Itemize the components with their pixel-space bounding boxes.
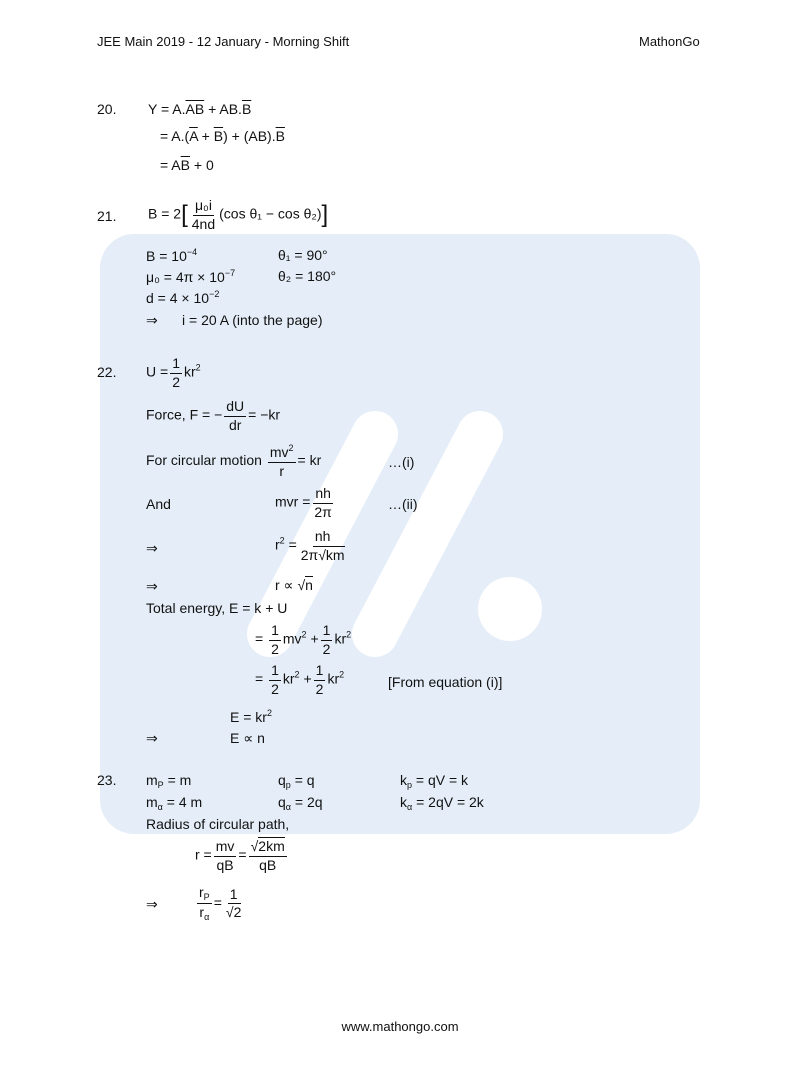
implies-arrow: ⇒	[146, 312, 158, 328]
header-brand: MathonGo	[639, 34, 700, 49]
implies-arrow: ⇒	[146, 896, 158, 912]
given-line: $\mu_0 = 4\pi \times 10^{-7}$	[146, 268, 236, 285]
given-line: $q_\alpha = 2q$	[278, 794, 323, 812]
header-title: JEE Main 2019 - 12 January - Morning Shift	[97, 34, 350, 49]
and-label: And	[146, 496, 171, 512]
question-number: 23.	[97, 772, 117, 788]
equation-tag: …(ii)	[388, 496, 418, 512]
equation-line: r ∝ √n	[275, 577, 313, 593]
given-line: $d = 4 \times 10^{-2}$	[146, 289, 220, 306]
result-line: i = 20 A (into the page)	[182, 312, 323, 328]
given-line: $m_\alpha = 4$ m	[146, 794, 203, 812]
given-line: θ₂ = 180°	[278, 268, 337, 284]
equation-line: $r^2$ = $\frac{nh}{2\pi√km}$	[275, 528, 345, 563]
question-number: 21.	[97, 208, 117, 224]
given-line: $B = 10^{-4}$	[146, 247, 198, 264]
equation-line: Total energy, E = k + U	[146, 600, 288, 616]
question-number: 22.	[97, 364, 117, 380]
given-line: $k_\alpha = 2qV = 2k$	[400, 794, 484, 812]
equation-line: U = $\frac{1}{2}$ $kr^2$	[146, 355, 201, 390]
equation-line: = $A\overline{B} + 0$	[160, 157, 214, 173]
equation-line: E ∝ n	[230, 730, 265, 746]
equation-line: $E = kr^2$	[230, 708, 272, 725]
implies-arrow: ⇒	[146, 540, 158, 556]
text-line: Radius of circular path,	[146, 816, 290, 832]
equation-line: Force, F = − $\frac{dU}{dr}$ = −kr	[146, 398, 281, 433]
equation-line: $Y = A.\overline{AB} + AB.\overline{B}$	[148, 101, 252, 117]
question-number: 20.	[97, 101, 117, 117]
implies-arrow: ⇒	[146, 578, 158, 594]
equation-tag: …(i)	[388, 454, 415, 470]
equation-line: = $A.(\overline{A} + \overline{B}) + (AB).\overline{B}$	[160, 128, 285, 144]
equation-line: mvr = $\frac{nh}{2\pi}$	[275, 485, 332, 520]
equation-line: $\frac{r_P}{r_\alpha}$ = $\frac{1}{√2}$	[199, 884, 242, 923]
equation-line: = $\frac{1}{2}$ $kr^2$ + $\frac{1}{2}$ $kr^2$	[255, 662, 345, 697]
equation-line: B = 2[ $\frac{\text{μ₀i}}{4nd}$ (cos θ₁ − cos θ₂)]	[148, 197, 329, 232]
footer-url[interactable]: www.mathongo.com	[341, 1019, 459, 1034]
equation-line: For circular motion $\frac{mv^2}{r}$ = kr	[146, 443, 322, 479]
given-line: θ₁ = 90°	[278, 247, 328, 263]
equation-note: [From equation (i)]	[388, 674, 503, 690]
given-line: $m_P = m$	[146, 772, 192, 790]
equation-line: r = $\frac{mv}{qB}$ = $\frac{√2km}{qB}$	[195, 838, 285, 873]
equation-line: = $\frac{1}{2}$ $mv^2$ + $\frac{1}{2}$ $kr^2$	[255, 622, 352, 657]
given-line: $k_p$ = qV = k	[400, 772, 469, 790]
implies-arrow: ⇒	[146, 730, 158, 746]
given-line: $q_p = q$	[278, 772, 315, 790]
